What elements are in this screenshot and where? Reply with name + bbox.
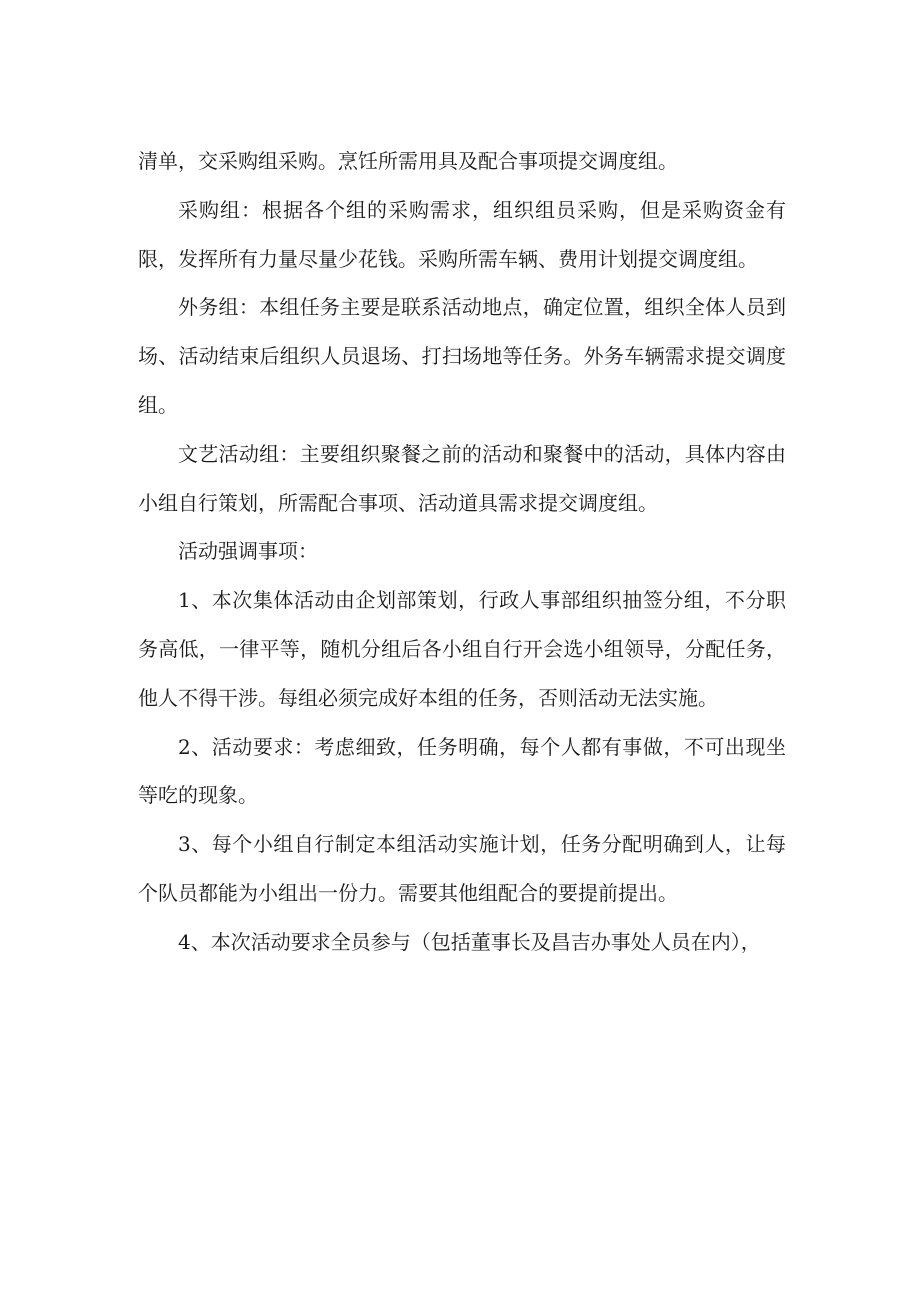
document-body xyxy=(138,137,786,967)
paragraph-item-1: 1、本次集体活动由企划部策划，行政人事部组织抽签分组，不分职务高低，一律平等，随机分组后各小组自行开会选小组领导，分配任务，他人不得干涉。每组必须完成好本组的任务，否则活动无法实施。 xyxy=(138,588,786,710)
paragraph-item-4: 4、本次活动要求全员参与（包括董事长及昌吉办事处人员在内）， xyxy=(178,929,761,954)
paragraph-item-3: 3、每个小组自行制定本组活动实施计划，任务分配明确到人，让每个队员都能为小组出一份力。需要其他组配合的要提前提出。 xyxy=(138,832,786,905)
paragraph-entertainment-group: 文艺活动组：主要组织聚餐之前的活动和聚餐中的活动，具体内容由小组自行策划，所需配合事项、活动道具需求提交调度组。 xyxy=(138,441,786,515)
paragraph-item-2: 2、活动要求：考虑细致，任务明确，每个人都有事做，不可出现坐等吃的现象。 xyxy=(138,734,786,808)
paragraph-continuation: 清单，交采购组采购。烹饪所需用具及配合事项提交调度组。 xyxy=(138,149,678,173)
paragraph-external-affairs-group: 外务组：本组任务主要是联系活动地点，确定位置，组织全体人员到场、活动结束后组织人员退场、打扫场地等任务。外务车辆需求提交调度组。 xyxy=(138,295,786,417)
paragraph-procurement-group: 采购组：根据各个组的采购需求，组织组员采购，但是采购资金有限，发挥所有力量尽量少花钱。采购所需车辆、费用计划提交调度组。 xyxy=(138,197,786,271)
paragraph-key-points-heading: 活动强调事项： xyxy=(178,539,318,564)
